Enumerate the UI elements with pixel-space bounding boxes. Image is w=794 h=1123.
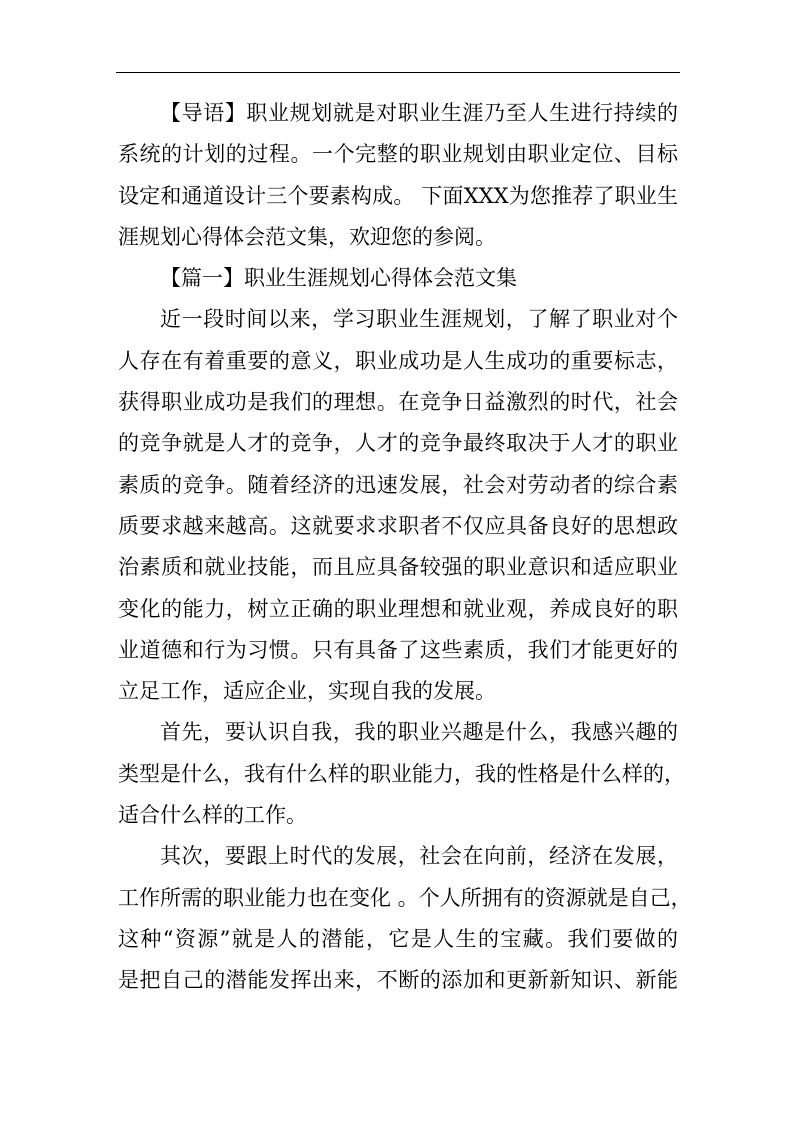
paragraph-1-line-2: 人存在有着重要的意义，职业成功是人生成功的重要标志， bbox=[118, 348, 678, 373]
intro-line-1: 【导语】职业规划就是对职业生涯乃至人生进行持续的 bbox=[160, 101, 678, 125]
paragraph-1-line-5: 素质的竞争。随着经济的迅速发展，社会对劳动者的综合素 bbox=[118, 472, 678, 497]
paragraph-1-line-3: 获得职业成功是我们的理想。在竞争日益激烈的时代，社会 bbox=[118, 390, 678, 415]
body-text bbox=[118, 93, 692, 1002]
intro-line-2: 系统的计划的过程。一个完整的职业规划由职业定位、目标 bbox=[118, 142, 678, 167]
paragraph-2-line-1: 首先，要认识自我，我的职业兴趣是什么，我感兴趣的 bbox=[160, 720, 678, 745]
intro-line-4: 涯规划心得体会范文集，欢迎您的参阅。 bbox=[118, 224, 496, 249]
paragraph-3-line-4: 是把自己的潜能发挥出来，不断的添加和更新新知识、新能 bbox=[118, 968, 678, 993]
intro-line-3: 设定和通道设计三个要素构成。 下面XXX为您推荐了职业生 bbox=[118, 183, 678, 208]
paragraph-1-line-9: 业道德和行为习惯。只有具备了这些素质，我们才能更好的 bbox=[118, 637, 678, 662]
paragraph-3-line-1: 其次，要跟上时代的发展，社会在向前，经济在发展， bbox=[160, 844, 678, 869]
paragraph-1-line-6: 质要求越来越高。这就要求求职者不仅应具备良好的思想政 bbox=[118, 513, 678, 538]
header-rule bbox=[116, 72, 680, 73]
paragraph-1-line-8: 变化的能力，树立正确的职业理想和就业观，养成良好的职 bbox=[118, 596, 678, 621]
paragraph-3-line-2: 工作所需的职业能力也在变化 。个人所拥有的资源就是自己， bbox=[118, 885, 692, 910]
paragraph-1-line-1: 近一段时间以来，学习职业生涯规划，了解了职业对个 bbox=[160, 307, 678, 332]
paragraph-2-line-3: 适合什么样的工作。 bbox=[118, 803, 307, 828]
paragraph-1-line-10: 立足工作，适应企业，实现自我的发展。 bbox=[118, 679, 496, 704]
paragraph-1-line-4: 的竞争就是人才的竞争，人才的竞争最终取决于人才的职业 bbox=[118, 431, 678, 456]
paragraph-3-line-3: 这种“资源”就是人的潜能，它是人生的宝藏。我们要做的 bbox=[118, 926, 678, 951]
paragraph-1-line-7: 治素质和就业技能，而且应具备较强的职业意识和适应职业 bbox=[118, 555, 678, 580]
paragraph-2-line-2: 类型是什么，我有什么样的职业能力，我的性格是什么样的， bbox=[118, 761, 685, 786]
section-heading: 【篇一】职业生涯规划心得体会范文集 bbox=[160, 266, 517, 291]
